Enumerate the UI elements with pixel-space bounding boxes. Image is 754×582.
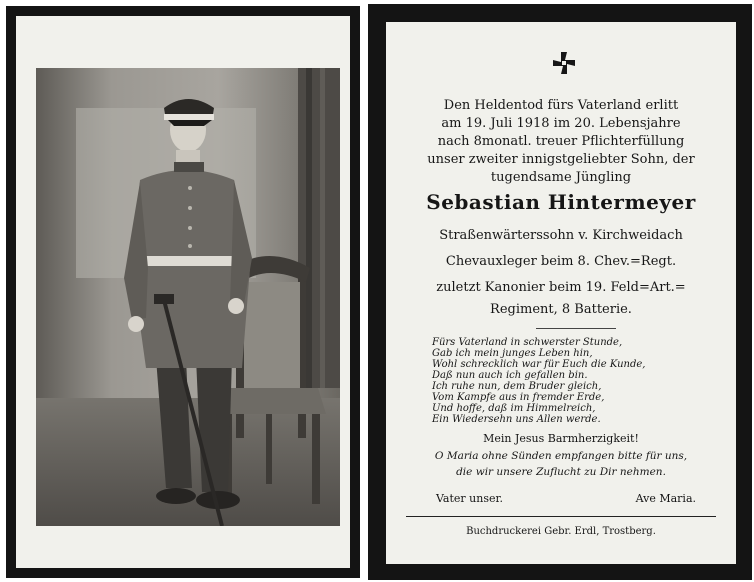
detail-line-1: Straßenwärterssohn v. Kirchweidach [439, 228, 683, 243]
right-card [368, 4, 752, 580]
poem-line-2: Gab ich mein junges Leben hin, [432, 348, 593, 359]
soldier-portrait [36, 68, 340, 526]
ave-maria: Ave Maria. [635, 492, 696, 505]
poem-line-8: Ein Wiedersehn uns Allen werde. [432, 414, 601, 425]
intro-line-1: Den Heldentod fürs Vaterland erlitt [443, 98, 679, 113]
intro-line-4: unser zweiter innigstgeliebter Sohn, der [427, 152, 695, 167]
left-card [6, 6, 360, 578]
divider [536, 328, 616, 329]
soldier-portrait-drawing [36, 68, 340, 526]
poem-line-1: Fürs Vaterland in schwerster Stunde, [432, 337, 623, 348]
poem-line-3: Wohl schrecklich war für Euch die Kunde, [432, 359, 646, 370]
deceased-name: Sebastian Hintermeyer [426, 190, 696, 214]
vater-unser: Vater unser. [436, 492, 504, 505]
detail-line-4: Regiment, 8 Batterie. [490, 302, 632, 317]
maria-line-2: die wir unsere Zuflucht zu Dir nehmen. [456, 466, 666, 478]
left-card-paper [16, 16, 350, 568]
poem-line-4: Daß nun auch ich gefallen bin. [432, 370, 588, 381]
poem-line-7: Und hoffe, daß im Himmelreich, [432, 403, 596, 414]
intro-line-5: tugendsame Jüngling [490, 170, 632, 185]
printer-line: Buchdruckerei Gebr. Erdl, Trostberg. [466, 526, 656, 537]
prayer-line: Mein Jesus Barmherzigkeit! [483, 432, 639, 445]
poem-line-5: Ich ruhe nun, dem Bruder gleich, [432, 381, 602, 392]
intro-line-2: am 19. Juli 1918 im 20. Lebensjahre [441, 116, 681, 131]
right-card-paper [386, 22, 736, 564]
footer-rule [406, 516, 716, 517]
detail-line-3: zuletzt Kanonier beim 19. Feld=Art.= [436, 280, 686, 295]
detail-line-2: Chevauxleger beim 8. Chev.=Regt. [445, 254, 677, 269]
poem-line-6: Vom Kampfe aus in fremder Erde, [432, 392, 605, 403]
iron-cross-icon [553, 52, 575, 74]
intro-line-3: nach 8monatl. treuer Pflichterfüllung [437, 134, 685, 149]
maria-line-1: O Maria ohne Sünden empfangen bitte für uns, [434, 450, 688, 462]
